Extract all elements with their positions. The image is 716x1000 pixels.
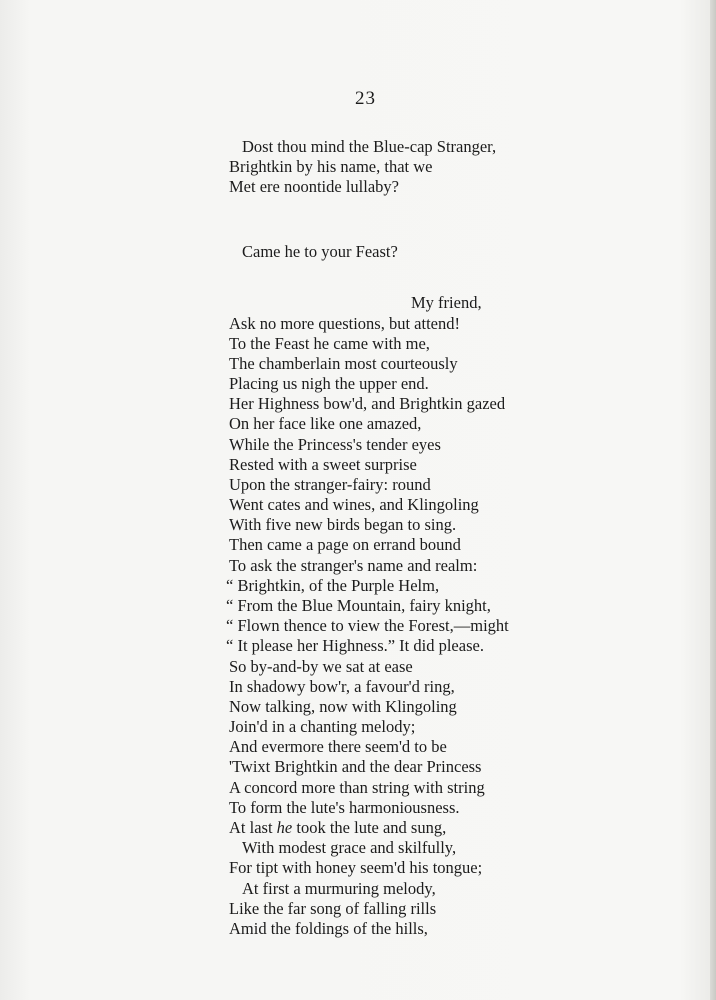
poem-line: The chamberlain most courteously bbox=[229, 354, 458, 373]
poem-line: Then came a page on errand bound bbox=[229, 535, 461, 554]
poem-line: Her Highness bow'd, and Brightkin gazed bbox=[229, 394, 506, 413]
poem-line: Upon the stranger-fairy: round bbox=[229, 475, 431, 494]
poem-line: Ask no more questions, but attend! bbox=[229, 314, 460, 333]
poem-line: Now talking, now with Klingoling bbox=[229, 697, 457, 716]
poem-line: In shadowy bow'r, a favour'd ring, bbox=[229, 677, 455, 696]
poem-line: Went cates and wines, and Klingoling bbox=[229, 495, 479, 514]
poem-line: Came he to your Feast? bbox=[242, 242, 398, 261]
poem-line: And evermore there seem'd to be bbox=[229, 737, 447, 756]
poem-line: With modest grace and skilfully, bbox=[242, 838, 457, 857]
poem-line: At first a murmuring melody, bbox=[242, 879, 436, 898]
poem-line: My friend, bbox=[411, 293, 482, 312]
poem-line-start: At last bbox=[229, 818, 273, 837]
poem-line: On her face like one amazed, bbox=[229, 414, 422, 433]
poem-line: Met ere noontide lullaby? bbox=[229, 177, 399, 196]
italic-word: he bbox=[276, 818, 293, 837]
poem-line: Like the far song of falling rills bbox=[229, 899, 437, 918]
poem-line: Join'd in a chanting melody; bbox=[229, 717, 416, 736]
poem-line: For tipt with honey seem'd his tongue; bbox=[229, 858, 483, 877]
poem-line: To form the lute's harmoniousness. bbox=[229, 798, 460, 817]
poem-line: “ Brightkin, of the Purple Helm, bbox=[226, 576, 440, 595]
poem-line: Placing us nigh the upper end. bbox=[229, 374, 429, 393]
poem-line: To the Feast he came with me, bbox=[229, 334, 430, 353]
page-number: 23 bbox=[355, 88, 376, 109]
poem-line: “ It please her Highness.” It did please. bbox=[226, 636, 484, 655]
poem-line: Dost thou mind the Blue-cap Stranger, bbox=[242, 137, 497, 156]
poem-line: 'Twixt Brightkin and the dear Princess bbox=[229, 757, 482, 776]
poem-line-with-italic bbox=[229, 818, 446, 838]
poem-line: With five new birds began to sing. bbox=[229, 515, 457, 534]
poem-line: Rested with a sweet surprise bbox=[229, 455, 417, 474]
poem-line: Amid the foldings of the hills, bbox=[229, 919, 428, 938]
poem-line: While the Princess's tender eyes bbox=[229, 435, 441, 454]
poem-line: “ From the Blue Mountain, fairy knight, bbox=[226, 596, 491, 615]
poem-line: So by-and-by we sat at ease bbox=[229, 657, 413, 676]
page-edge bbox=[710, 0, 716, 1000]
poem-line-end: took the lute and sung, bbox=[296, 818, 447, 837]
poem-line: “ Flown thence to view the Forest,—might bbox=[226, 616, 509, 635]
poem-line: Brightkin by his name, that we bbox=[229, 157, 433, 176]
poem-line: A concord more than string with string bbox=[229, 778, 485, 797]
poem-line: To ask the stranger's name and realm: bbox=[229, 556, 478, 575]
